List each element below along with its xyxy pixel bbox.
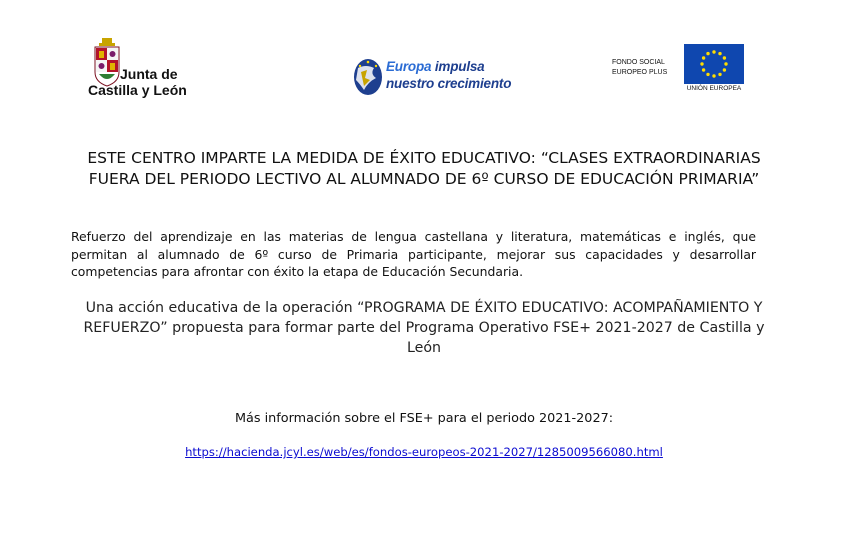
europa-line2: nuestro crecimiento — [386, 76, 512, 91]
europa-word1: Europa — [386, 59, 432, 74]
junta-line1: Junta de — [120, 66, 178, 82]
fse-label-line2: EUROPEO PLUS — [612, 69, 668, 76]
europa-impulsa-logo — [352, 54, 520, 102]
europe-globe-icon — [352, 56, 384, 96]
europa-word2: impulsa — [434, 59, 485, 74]
intro-paragraph: Refuerzo del aprendizaje en las materias de lengua castellana y literatura, matemáticas e inglés, que permitan al alumnado de 6º curso de Primaria participante, mejorar sus capacidades y desarrollar competencias para afrontar con éxito la etapa de Educación Secundaria. — [71, 229, 756, 279]
eu-caption: UNIÓN EUROPEA — [686, 85, 742, 92]
eu-flag-icon — [684, 44, 744, 84]
fse-plus-logo — [612, 42, 752, 98]
fse-label — [612, 58, 667, 78]
more-info-text: Más información sobre el FSE+ para el periodo 2021-2027: — [234, 411, 614, 426]
page-title: ESTE CENTRO IMPARTE LA MEDIDA DE ÉXITO EDUCATIVO: “CLASES EXTRAORDINARIAS FUERA DEL PERIODO LECTIVO AL ALUMNADO DE 6º CURSO DE EDUCACIÓN PRIMARIA” — [87, 149, 761, 188]
fse-label-line1: FONDO SOCIAL — [612, 59, 665, 66]
operation-paragraph: Una acción educativa de la operación “PROGRAMA DE ÉXITO EDUCATIVO: ACOMPAÑAMIENTO Y REFUERZO” propuesta para formar parte del Programa Operativo FSE+ 2021-2027 de Castilla y León — [83, 300, 765, 356]
junta-line2: Castilla y León — [88, 82, 187, 98]
fse-info-link[interactable]: https://hacienda.jcyl.es/web/es/fondos-europeos-2021-2027/1285009566080.html — [185, 445, 663, 459]
junta-castilla-leon-logo — [88, 34, 198, 100]
europa-line1 — [386, 58, 511, 75]
